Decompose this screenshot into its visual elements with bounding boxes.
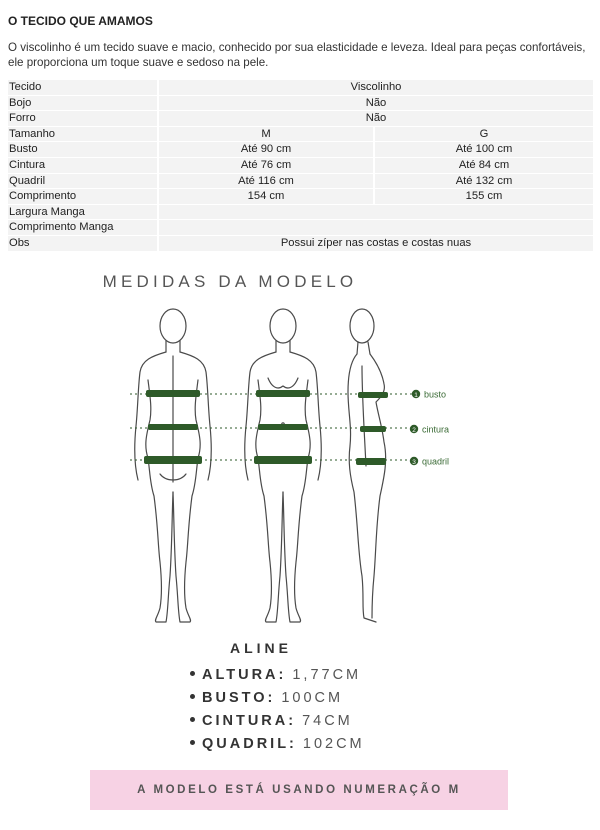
svg-text:quadril: quadril [422,456,450,467]
table-row [8,205,593,220]
waist-band-front [258,424,308,430]
table-row [8,189,593,204]
size-m-value: 154 cm [159,189,373,204]
table-row [8,220,593,235]
list-item [190,687,365,710]
list-item [190,733,365,756]
row-value [159,220,593,235]
body-figure-side [348,309,386,622]
row-label: Obs [8,236,157,251]
size-m-value: Até 90 cm [159,142,373,157]
row-label: Cintura [8,158,157,173]
stat-value: 1,77CM [292,667,362,683]
table-row [8,80,593,95]
row-value: Viscolinho [159,80,593,95]
row-label: Comprimento Manga [8,220,157,235]
size-g-value: Até 132 cm [375,174,593,189]
section-title: O TECIDO QUE AMAMOS [8,14,153,28]
row-label: Largura Manga [8,205,157,220]
stat-label: CINTURA: [202,713,297,729]
bullet-icon [190,694,195,699]
stat-value: 100CM [281,690,344,706]
row-label: Forro [8,111,157,126]
spec-table [6,79,595,252]
table-row [8,127,593,142]
waist-band-side [360,426,386,432]
row-value: Possui zíper nas costas e costas nuas [159,236,593,251]
model-stats-list [190,664,365,756]
row-value: Não [159,96,593,111]
stat-value: 74CM [302,713,353,729]
hip-band-side [356,458,386,465]
row-label: Comprimento [8,189,157,204]
list-item [190,710,365,733]
stat-label: QUADRIL: [202,736,297,752]
list-item [190,664,365,687]
size-banner-text: A MODELO ESTÁ USANDO NUMERAÇÃO M [137,784,461,796]
row-label: Tamanho [8,127,157,142]
row-value: Não [159,111,593,126]
size-m-value: M [159,127,373,142]
size-g-value: 155 cm [375,189,593,204]
table-row [8,111,593,126]
bust-band-side [358,392,388,398]
body-measurement-illustration [100,296,480,632]
table-row [8,96,593,111]
body-figure-back [135,309,212,622]
table-row [8,236,593,251]
model-name: ALINE [230,640,292,656]
svg-text:2: 2 [412,427,416,434]
row-value [159,205,593,220]
row-label: Bojo [8,96,157,111]
row-label: Busto [8,142,157,157]
row-label: Tecido [8,80,157,95]
legend-busto [412,390,446,400]
size-m-value: Até 116 cm [159,174,373,189]
table-row [8,142,593,157]
row-label: Quadril [8,174,157,189]
svg-text:1: 1 [414,392,418,399]
stat-label: BUSTO: [202,690,276,706]
size-banner [90,770,508,810]
table-row [8,158,593,173]
size-g-value: Até 100 cm [375,142,593,157]
size-g-value: Até 84 cm [375,158,593,173]
legend-quadril [410,457,449,467]
table-row [8,174,593,189]
svg-text:cintura: cintura [422,424,450,435]
svg-text:busto: busto [424,389,447,400]
body-figure-front [245,309,322,622]
bullet-icon [190,717,195,722]
size-m-value: Até 76 cm [159,158,373,173]
legend-cintura [410,425,449,435]
size-g-value: G [375,127,593,142]
measurements-title: MEDIDAS DA MODELO [102,272,358,291]
hip-band-front [254,456,312,464]
bullet-icon [190,671,195,676]
stat-label: ALTURA: [202,667,287,683]
stat-value: 102CM [302,736,365,752]
hip-band-back [144,456,202,464]
svg-text:3: 3 [412,459,416,466]
bullet-icon [190,740,195,745]
waist-band-back [148,424,198,430]
fabric-description: O viscolinho é um tecido suave e macio, conhecido por sua elasticidade e leveza. Ideal para peças confortáveis, ele proporciona um toque suave e sedoso na pele. [8,41,586,69]
